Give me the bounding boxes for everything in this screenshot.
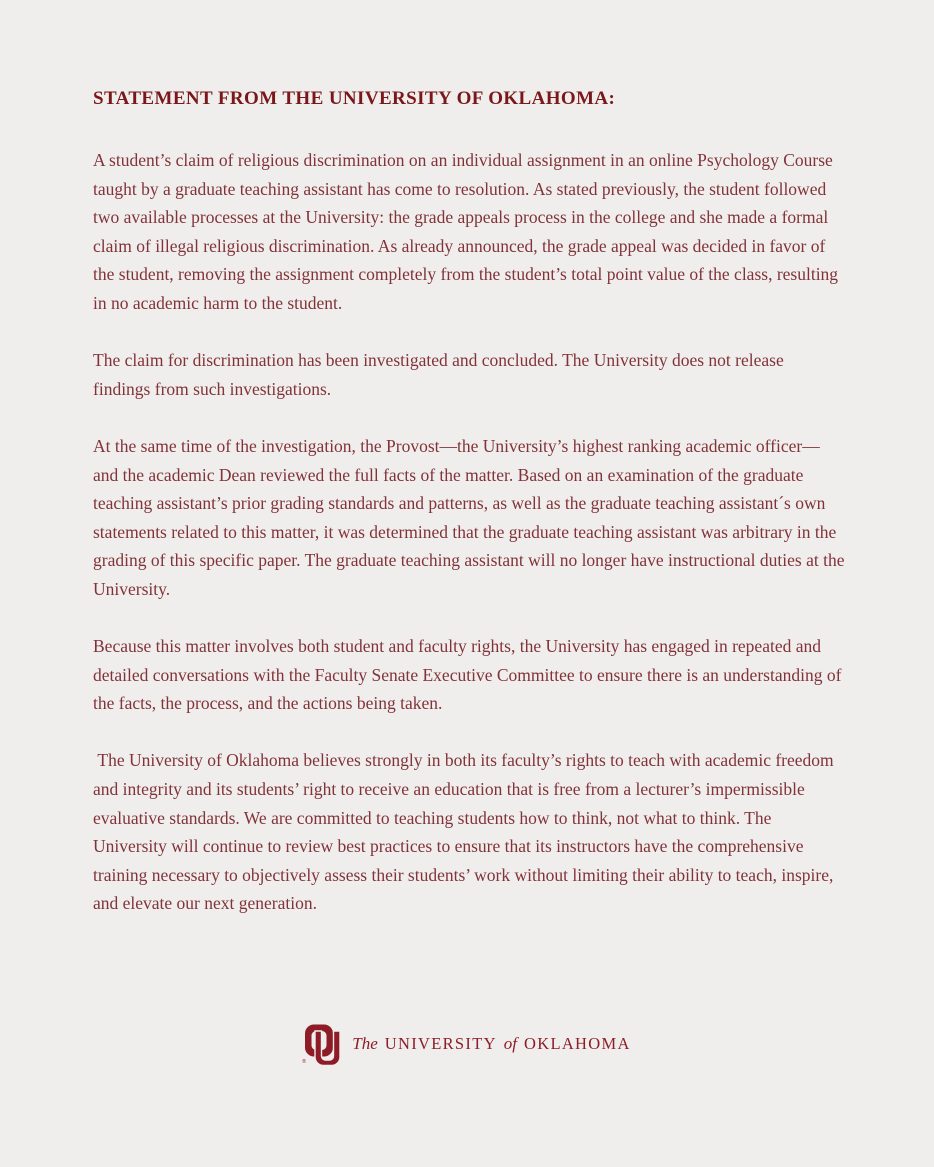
ou-interlocking-logo — [303, 1022, 341, 1069]
wordmark-university: UNIVERSITY — [384, 1033, 497, 1053]
statement-paragraph-4: Because this matter involves both student and faculty rights, the University has engaged in repeated and detailed conversations with the Faculty Senate Executive Committee to ensure there is an understanding of the facts, the process, and the actions being taken. — [93, 636, 846, 714]
ou-brand-footer — [0, 1022, 934, 1069]
statement-paragraph-2: The claim for discrimination has been investigated and concluded. The University does not release findings from such investigations. — [93, 350, 789, 399]
wordmark-of: of — [503, 1033, 518, 1053]
ou-wordmark — [352, 1034, 630, 1058]
statement-heading: STATEMENT FROM THE UNIVERSITY OF OKLAHOMA: — [93, 88, 616, 109]
registered-trademark-mark: ® — [302, 1059, 306, 1065]
statement-paragraph-5: The University of Oklahoma believes strongly in both its faculty’s rights to teach with academic freedom and integrity and its students’ right to receive an education that is free from a lecturer’s impermissible evaluative standards. We are committed to teaching students how to think, not what to think. The University will continue to review best practices to ensure that its instructors have the comprehensive training necessary to objectively assess their students’ work without limiting their ability to teach, inspire, and elevate our next generation. — [93, 750, 839, 914]
wordmark-oklahoma: OKLAHOMA — [524, 1033, 631, 1053]
wordmark-the: The — [352, 1033, 378, 1053]
statement-content — [93, 88, 849, 947]
statement-paragraph-1: A student’s claim of religious discrimination on an individual assignment in an online Psychology Course taught by a graduate teaching assistant has come to resolution. As stated previously, the student followed two available processes at the University: the grade appeals process in the college and she made a formal claim of illegal religious discrimination. As already announced, the grade appeal was decided in favor of the student, removing the assignment completely from the student’s total point value of the class, resulting in no academic harm to the student. — [93, 150, 843, 313]
statement-paragraph-3: At the same time of the investigation, the Provost—the University’s highest ranking academic officer— and the academic Dean reviewed the full facts of the matter. Based on an examination of the graduate teaching assistant’s prior grading standards and patterns, as well as the graduate teaching assistant´s own statements related to this matter, it was determined that the graduate teaching assistant was arbitrary in the grading of this specific paper. The graduate teaching assistant will no longer have instructional duties at the University. — [93, 435, 849, 599]
